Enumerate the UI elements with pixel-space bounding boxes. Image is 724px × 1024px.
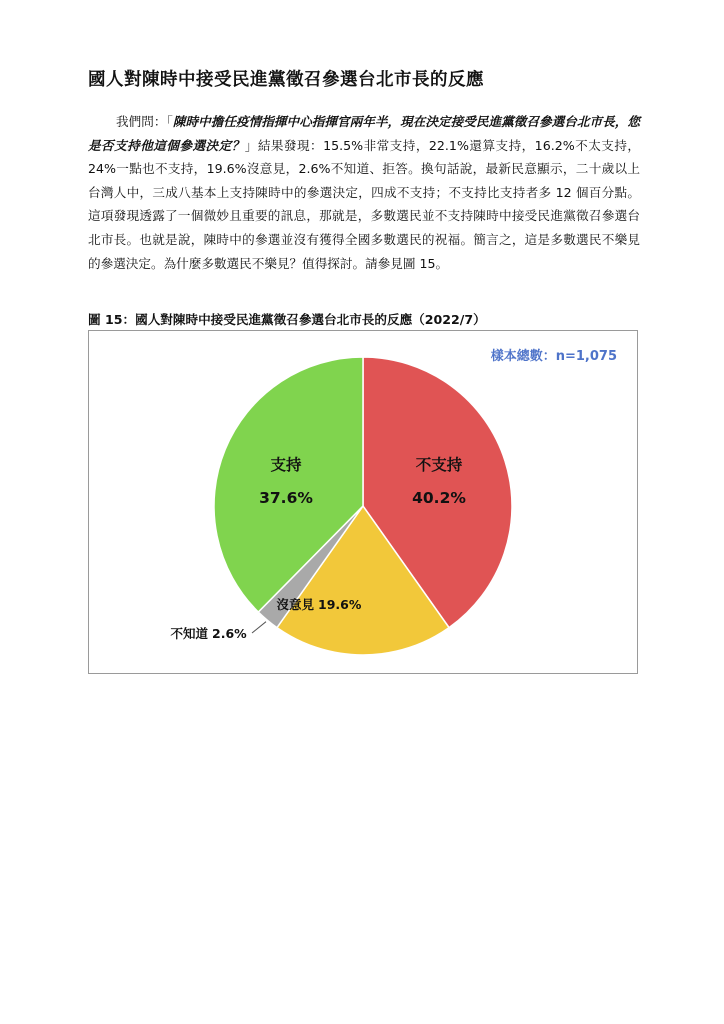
slice-value-no-opinion: 19.6% bbox=[318, 597, 362, 612]
findings-text: 結果發現：15.5%非常支持，22.1%還算支持，16.2%不太支持，24%一點也不支持，19.6%沒意見，2.6%不知道、拒答。換句話說，最新民意顯示，二十歲以上台灣人中，三成八基本上支持陳時中的參選決定，四成不支持；不支持比支持者多 12 個百分點。這項發現透露了一個微妙且重要的訊息，那就是，多數選民並不支持陳時中接受民進黨徵召參選台北市長。也就是說，陳時中的參選並沒有獲得全國多數選民的祝福。簡言之，這是多數選民不樂見的參選決定。為什麼多數選民不樂見？值得探討。請參見圖 15。 bbox=[88, 137, 641, 271]
slice-label-no-opinion: 沒意見 bbox=[276, 597, 314, 612]
sample-size-annotation: 樣本總數：n=1,075 bbox=[490, 349, 617, 364]
body-paragraph bbox=[88, 110, 640, 275]
slice-label-oppose: 不支持 bbox=[415, 456, 463, 474]
slice-value-support: 37.6% bbox=[259, 489, 313, 507]
slice-value-oppose: 40.2% bbox=[412, 489, 466, 507]
slice-label-unknown: 不知道 bbox=[170, 626, 208, 641]
unknown-leader-line bbox=[252, 622, 266, 633]
close-quote: 」 bbox=[244, 137, 258, 153]
page-title: 國人對陳時中接受民進黨徵召參選台北市長的反應 bbox=[88, 70, 484, 90]
figure-caption: 圖 15：國人對陳時中接受民進黨徵召參選台北市長的反應（2022/7） bbox=[88, 312, 486, 327]
slice-value-unknown: 2.6% bbox=[212, 626, 247, 641]
pie-chart-frame bbox=[88, 330, 638, 674]
survey-question: 陳時中擔任疫情指揮中心指揮官兩年半，現在決定接受民進黨徵召參選台北市長，您是否支持他這個參選決定？ bbox=[88, 114, 641, 153]
quote-intro: 我們問：「 bbox=[116, 114, 173, 129]
pie-chart bbox=[89, 331, 637, 673]
slice-label-support: 支持 bbox=[270, 456, 302, 474]
